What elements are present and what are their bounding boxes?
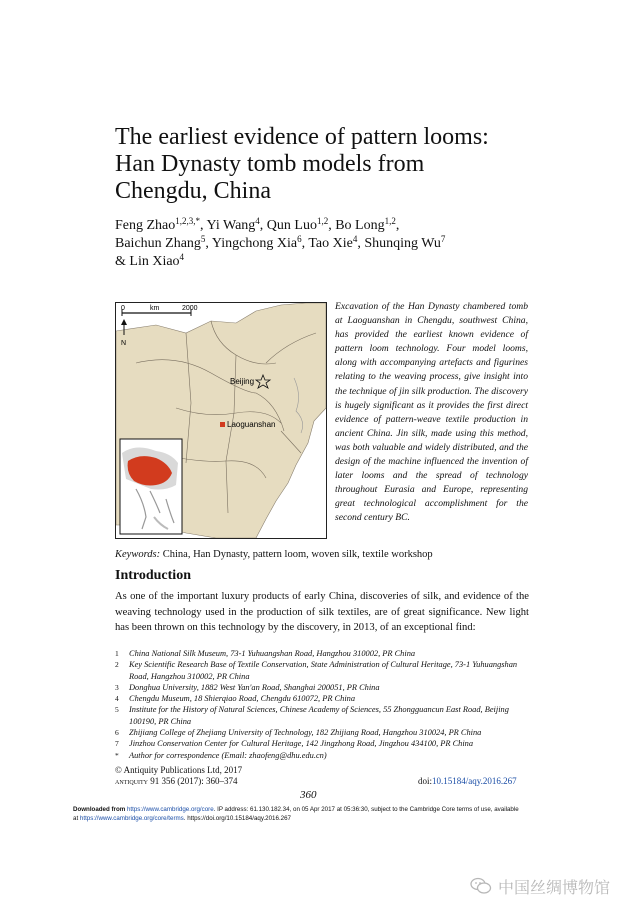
article-title — [115, 124, 535, 205]
doi-link[interactable]: 10.15184/aqy.2016.267 — [432, 776, 517, 786]
site-marker-icon — [220, 422, 225, 427]
footnote: 7 Jinzhou Conservation Center for Cultural Heritage, 142 Jingzhong Road, Jingzhou 434100, PR China — [115, 739, 474, 749]
author: Baichun Zhang$^5$, — [115, 234, 212, 251]
doi[interactable]: doi:10.15184/aqy.2016.267 — [418, 776, 517, 786]
page-number: 360 — [300, 789, 317, 801]
terms-link[interactable]: https://www.cambridge.org/core/terms — [79, 815, 184, 822]
location-map — [115, 302, 327, 539]
section-heading: Introduction — [115, 568, 191, 583]
watermark — [470, 874, 630, 898]
inset-map — [120, 439, 182, 534]
author: Tao Xie$^4$, — [308, 234, 365, 251]
cambridge-core-link[interactable]: https://www.cambridge.org/core — [126, 806, 214, 813]
footnote: 6 Zhijiang College of Zhejiang University of Technology, 182 Zhijiang Road, Hangzhou 310024, PR China — [115, 728, 482, 738]
footnote[interactable]: * Author for correspondence (Email: zhaofeng@dhu.edu.cn) — [115, 750, 327, 760]
footnote: 3 Donghua University, 1882 West Yan'an Road, Shanghai 200051, PR China — [115, 682, 380, 692]
author: Qun Luo$^{1,2}$, — [266, 216, 336, 233]
scale-start: 0 — [121, 305, 125, 312]
title-line: The earliest evidence of pattern looms: — [115, 124, 489, 150]
author: Shunqing Wu$^7$ — [364, 234, 446, 251]
citation: antiquity 91 356 (2017): 360–374 — [115, 776, 238, 786]
author: Yingchong Xia$^6$, — [211, 234, 309, 251]
copyright-block — [115, 765, 242, 787]
intro-paragraph: As one of the important luxury products of early China, discoveries of silk, and evidence of the weaving technology used in the production of silk textiles, are of great significance. New light has been thrown on this technology by the discovery, in 2013, of an exceptional find: — [115, 591, 529, 633]
map-figure — [116, 303, 326, 538]
keywords-label: Keywords: — [115, 549, 161, 560]
footnote: 4 Chengdu Museum, 18 Shierqiao Road, Chengdu 610072, PR China — [115, 694, 356, 704]
author: Bo Long$^{1,2}$, — [335, 216, 400, 233]
author: Yi Wang$^4$, — [206, 216, 267, 233]
footnote: 5 Institute for the History of Natural Sciences, Chinese Academy of Sciences, 55 Zhongguancun East Road, Beijing 100190, PR China — [115, 705, 509, 726]
keywords — [115, 549, 535, 560]
author: Feng Zhao$^{1,2,3,*}$, — [115, 216, 207, 233]
laoguanshan-label: Laoguanshan — [227, 420, 276, 429]
author-list — [115, 217, 535, 271]
keywords-list: China, Han Dynasty, pattern loom, woven silk, textile workshop — [162, 549, 433, 560]
affiliation-footnotes — [115, 648, 533, 761]
footnote: 1 China National Silk Museum, 73-1 Yuhuangshan Road, Hangzhou 310002, PR China — [115, 649, 416, 658]
author: & Lin Xiao$^4$ — [115, 252, 185, 269]
beijing-label: Beijing — [230, 377, 255, 386]
scale-unit: km — [150, 305, 160, 312]
north-label: N — [121, 340, 127, 347]
title-line: Han Dynasty tomb models from — [115, 151, 425, 177]
watermark-text: 中国丝绸博物馆 — [498, 877, 611, 897]
abstract: Excavation of the Han Dynasty chambered tomb at Laoguanshan in Chengdu, southwest China, has provided the earliest known evidence of pattern loom technology. Four model looms, along with accompanying artefacts and figurines relating to the weaving process, give insight into the technique of jin silk production. The discovery is hugely significant as it provides the first direct evidence of pattern-weave textile production in ancient China. Jin silk, made using this method, was both valuable and widely distributed, and the design of the machine influenced the invention of later looms and the spread of technology throughout Eurasia and Europe, representing great technological accomplishment for the second century BC. — [335, 301, 528, 524]
title-line: Chengdu, China — [115, 178, 271, 204]
copyright: © Antiquity Publications Ltd, 2017 — [115, 765, 243, 775]
download-notice: Downloaded from https://www.cambridge.org/core. IP address: 61.130.182.34, on 05 Apr 2017 at 05:36:30, subject to the Cambridge Core terms of use, available at https://www.cambridge.org/core/terms. https://doi.org/10.15184/aqy.2016.267 — [73, 806, 519, 822]
wechat-icon — [470, 877, 492, 895]
scale-end: 2000 — [182, 305, 198, 312]
footnote: 2 Key Scientific Research Base of Textile Conservation, State Administration of Cultural Heritage, 73-1 Yuhuangshan Road, Hangzhou 310002, PR China — [115, 660, 518, 681]
